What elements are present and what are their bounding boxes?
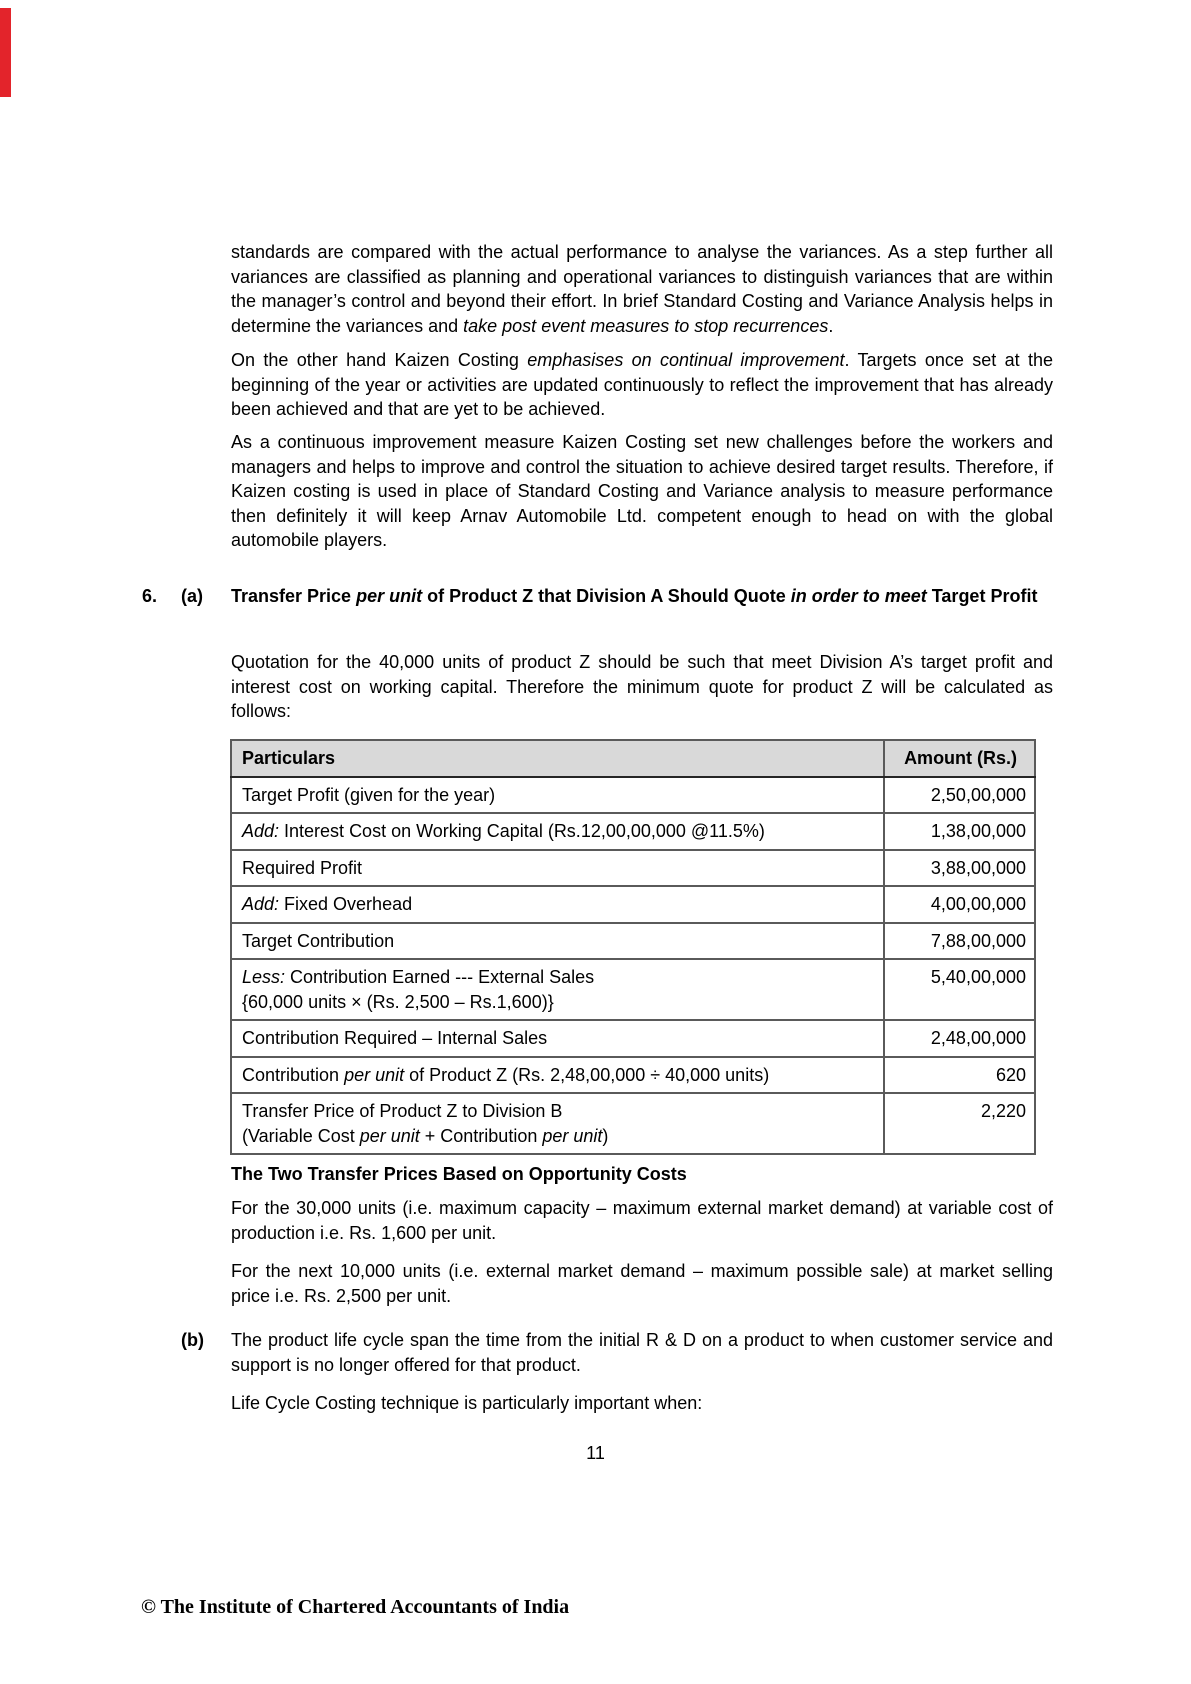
copyright-footer: © The Institute of Chartered Accountants of India — [141, 1596, 570, 1618]
transfer-price-table — [230, 739, 1036, 1155]
paragraph-standard-costing: standards are compared with the actual performance to analyse the variances. As a step further all variances are classified as planning and operational variances to distinguish variances that are within the manager’s control and beyond their effort. In brief Standard Costing and Variance Analysis helps in determine the variances and take post event measures to stop recurrences. — [231, 242, 1053, 336]
particulars-cell: Less: Contribution Earned --- External Sales {60,000 units × (Rs. 2,500 – Rs.1,600)} — [231, 959, 884, 1020]
particulars-cell: Contribution per unit of Product Z (Rs. 2,48,00,000 ÷ 40,000 units) — [231, 1057, 884, 1094]
amount-header: Amount (Rs.) — [884, 740, 1035, 777]
table-body — [231, 777, 1035, 1155]
amount-cell: 3,88,00,000 — [884, 850, 1035, 887]
part-a-label: (a) — [181, 586, 203, 606]
paragraph-10000-units: For the next 10,000 units (i.e. external market demand – maximum possible sale) at market selling price i.e. Rs. 2,500 per unit. — [231, 1261, 1053, 1306]
particulars-cell: Add: Interest Cost on Working Capital (Rs.12,00,00,000 @11.5%) — [231, 813, 884, 850]
table-row — [231, 1057, 1035, 1094]
particulars-cell: Contribution Required – Internal Sales — [231, 1020, 884, 1057]
amount-cell: 1,38,00,000 — [884, 813, 1035, 850]
amount-cell: 2,220 — [884, 1093, 1035, 1154]
paragraph-kaizen-targets: On the other hand Kaizen Costing emphasises on continual improvement. Targets once set at the beginning of the year or activities are updated continuously to reflect the improvement that has already been achieved and that are yet to be achieved. — [231, 350, 1053, 419]
table-row — [231, 813, 1035, 850]
table-row — [231, 777, 1035, 814]
table-row — [231, 923, 1035, 960]
page-number: 11 — [586, 1443, 605, 1463]
particulars-header: Particulars — [231, 740, 884, 777]
paragraph-life-cycle-costing: Life Cycle Costing technique is particularly important when: — [231, 1393, 703, 1413]
part-b-text — [231, 1328, 1053, 1416]
particulars-cell: Add: Fixed Overhead — [231, 886, 884, 923]
amount-cell: 2,50,00,000 — [884, 777, 1035, 814]
particulars-cell: Target Profit (given for the year) — [231, 777, 884, 814]
paragraph-life-cycle-span: The product life cycle span the time from the initial R & D on a product to when customer service and support is no longer offered for that product. — [231, 1330, 1053, 1375]
amount-cell: 2,48,00,000 — [884, 1020, 1035, 1057]
question-6a-heading-row — [142, 584, 1053, 609]
paragraph-continuous-improvement: As a continuous improvement measure Kaizen Costing set new challenges before the workers and managers and helps to improve and control the situation to achieve desired target results. Therefore, if Kaizen costing is used in place of Standard Costing and Variance analysis to measure performance then definitely it will keep Arnav Automobile Ltd. competent enough to head on with the global automobile players. — [231, 432, 1053, 550]
table-header-row — [231, 740, 1035, 777]
amount-cell: 4,00,00,000 — [884, 886, 1035, 923]
part-b-label: (b) — [181, 1330, 204, 1350]
part-a-heading: Transfer Price per unit of Product Z that Division A Should Quote in order to meet Target Profit — [231, 586, 1038, 606]
particulars-cell: Transfer Price of Product Z to Division B (Variable Cost per unit + Contribution per unit) — [231, 1093, 884, 1154]
paragraph-quotation-intro: Quotation for the 40,000 units of product Z should be such that meet Division A’s target profit and interest cost on working capital. Therefore the minimum quote for product Z will be calculated as follows: — [231, 652, 1053, 721]
particulars-cell: Target Contribution — [231, 923, 884, 960]
amount-cell: 620 — [884, 1057, 1035, 1094]
amount-cell: 5,40,00,000 — [884, 959, 1035, 1020]
question-number: 6. — [142, 586, 158, 606]
particulars-cell: Required Profit — [231, 850, 884, 887]
left-red-annotation-bar — [0, 8, 11, 97]
question-6b-row — [181, 1328, 1053, 1416]
table-row — [231, 1093, 1035, 1154]
amount-cell: 7,88,00,000 — [884, 923, 1035, 960]
table-row — [231, 850, 1035, 887]
paragraph-30000-units: For the 30,000 units (i.e. maximum capacity – maximum external market demand) at variable cost of production i.e. Rs. 1,600 per unit. — [231, 1198, 1053, 1243]
opportunity-costs-heading: The Two Transfer Prices Based on Opportunity Costs — [231, 1164, 687, 1184]
table-row — [231, 886, 1035, 923]
table-row — [231, 959, 1035, 1020]
table-row — [231, 1020, 1035, 1057]
